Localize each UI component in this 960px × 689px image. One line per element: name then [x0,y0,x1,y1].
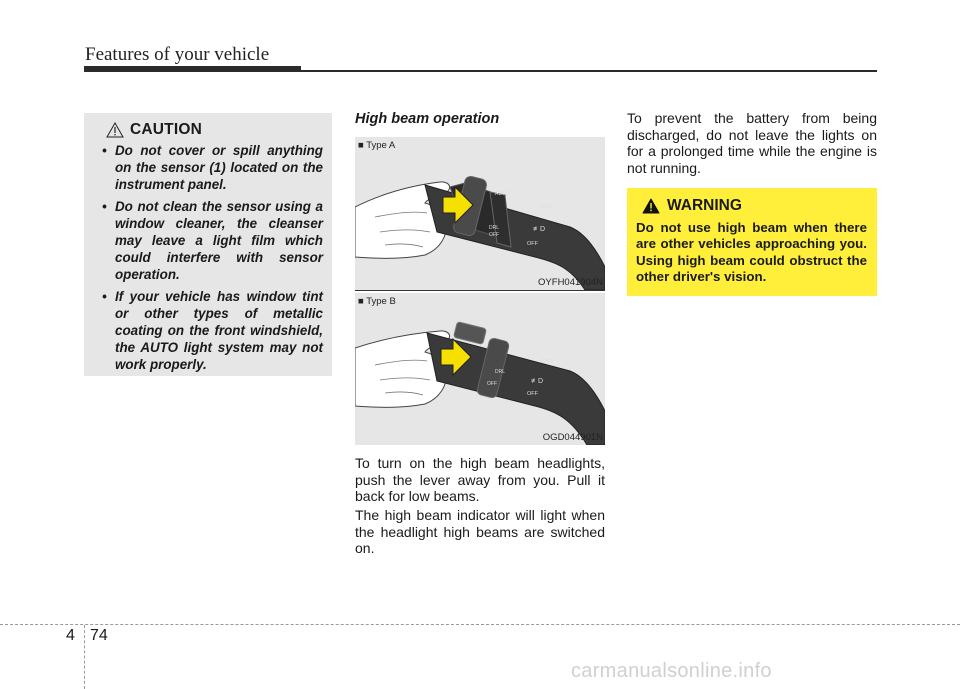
figure-a-code: OYFH041904N [538,277,603,288]
svg-text:OFF: OFF [527,391,538,397]
high-beam-paragraph: To turn on the high beam headlights, push the lever away from you. Pull it back for low beams. [355,455,605,505]
svg-text:⇦⇨: ⇦⇨ [540,356,554,365]
headlight-lever-illustration [355,293,605,445]
footer-divider [84,625,85,689]
figure-divider [355,290,605,291]
svg-text:⇦⇨: ⇦⇨ [540,202,554,211]
caution-box [84,113,332,376]
svg-text:DRL: DRL [489,225,500,231]
warning-triangle-icon [642,198,660,214]
battery-paragraph: To prevent the battery from being discharged, do not leave the lights on for a prolonged time while the engine is not running. [627,110,877,176]
svg-text:OFF: OFF [527,241,538,247]
caution-header [106,121,323,139]
svg-text:≢D: ≢D [531,378,544,385]
high-beam-heading: High beam operation [355,111,500,127]
svg-text:OFF: OFF [487,381,497,387]
caution-item: • Do not clean the sensor using a window cleaner, the cleanser may leave a light film which could interfere with sensor operation. [102,199,323,282]
caution-item: • Do not cover or spill anything on the sensor (1) located on the instrument panel. [102,143,323,192]
warning-title: WARNING [667,197,742,214]
svg-text:OFF: OFF [489,232,499,238]
caution-triangle-icon [106,122,124,138]
page-header-title: Features of your vehicle [85,44,270,65]
high-beam-indicator-paragraph: The high beam indicator will light when the headlight high beams are switched on. [355,507,605,557]
header-rule [301,70,877,72]
svg-text:AUTO: AUTO [495,191,509,197]
caution-title: CAUTION [130,121,203,138]
caution-list [102,143,323,373]
figure-b-label: ■ Type B [358,296,396,307]
footer-rule [0,624,960,625]
figure-type-b [355,293,605,445]
caution-item: • If your vehicle has window tint or other types of metallic coating on the front windshield, the AUTO light system may not work properly. [102,289,323,372]
figure-b-code: OGD044901N [542,432,603,443]
figure-a-label: ■ Type A [358,140,396,151]
svg-text:DRL: DRL [495,369,506,375]
warning-header [642,197,867,215]
warning-text: Do not use high beam when there are other vehicles approaching you. Using high beam could obstruct the other driver's vision. [636,220,867,285]
chapter-number: 4 [66,627,75,644]
svg-text:≢D: ≢D [533,226,546,233]
figure-type-a [355,137,605,290]
watermark: carmanualsonline.info [571,660,772,682]
headlight-lever-illustration [355,137,605,290]
header-bar [84,66,301,72]
warning-box [627,188,877,296]
page-number: 74 [90,627,108,644]
